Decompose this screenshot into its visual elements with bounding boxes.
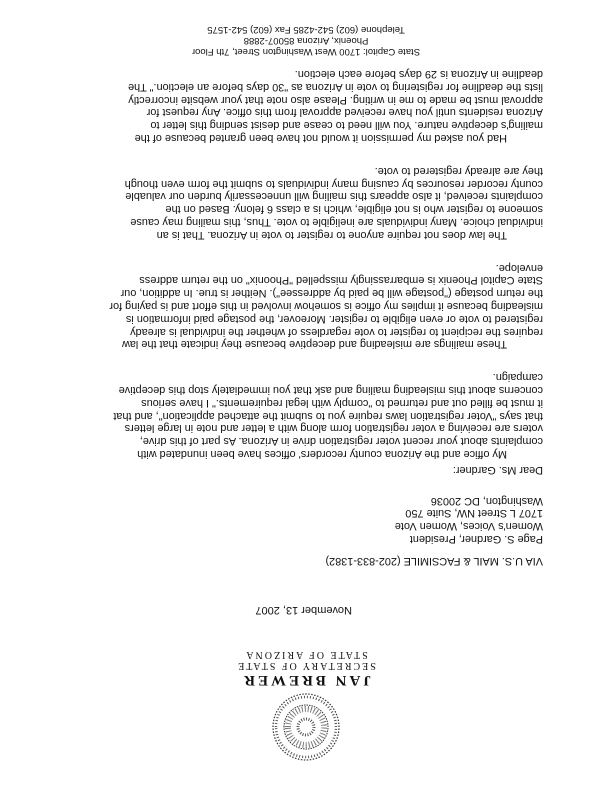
delivery-method: VIA U.S. MAIL & FACSIMILE (202-833-1382) (325, 555, 543, 567)
paragraph-line: county recorder resources by causing many individuals to submit the form even though (124, 177, 543, 190)
address-line: Page S. Gardner, President (409, 533, 543, 545)
address-line: Women's Voices, Women Vote (394, 520, 543, 533)
letter-body (83, 47, 543, 460)
paragraph-line: voters are receiving a voter registration form along with a letter and note in large letters (124, 422, 543, 435)
paragraph-line: complaints received, it also appears this mailing will unnecessarily burden our valuable (125, 190, 543, 203)
paragraph-line: concerns about this misleading mailing and ask that you immediately stop this deceptive (118, 384, 543, 397)
letter-date: November 13, 2007 (255, 604, 352, 616)
paragraph-line: the return postage ("postage will be paid by addressee"). Neither is true. In addition, our (120, 287, 543, 300)
paragraph-line: The law does not require anyone to register to vote in Arizona. That is an (156, 228, 507, 241)
paragraph-line: mailing's deceptive nature. You will need to cease and desist sending this letter to (150, 119, 543, 132)
paragraph-line: that says "Voter registration laws require you to submit the attached application", and that (113, 409, 543, 422)
paragraph-line: approval must be made to me in writing. Please also note that your website incorrectly (128, 93, 543, 106)
letterhead (0, 649, 612, 688)
paragraph-line: registered to vote or even eligible to register. Moreover, the postage paid information is (125, 312, 543, 325)
paragraph-line: individual choice. Many individuals are ineligible to vote. Thus, this mailing may cause (130, 216, 543, 229)
salutation: Dear Ms. Gardner: (452, 464, 543, 476)
paragraph-line: it must be filled out and returned to "comply with legal requirements." I have serious (141, 396, 543, 409)
paragraph-line: campaign. (492, 371, 543, 384)
paragraph-line: State Capitol Phoenix is embarrassingly misspelled "Phoonix" on the return address (139, 274, 543, 287)
paragraph-line: requires the recipient to register to vote regardless of whether the individual is already (130, 325, 543, 338)
letterhead-title: SECRETARY OF STATE (236, 660, 376, 671)
body-paragraph (83, 370, 543, 460)
footer-address (0, 24, 612, 57)
paragraph-line: misleading because it implies my office is somehow involved in this effort and is paying for (109, 300, 543, 313)
paragraph-line: Arizona residents until you have received approval from this office. Any request for (146, 106, 543, 119)
paragraph-line: My office and the Arizona county recorders' offices have been inundated with (137, 448, 507, 460)
paragraph-line: deadline in Arizona is 29 days before each election. (294, 68, 543, 81)
paragraph-line: they are already registered to vote. (374, 164, 543, 177)
body-paragraph (83, 67, 543, 144)
recipient-address (395, 494, 543, 545)
letterhead-state: STATE OF ARIZONA (244, 649, 368, 660)
footer-line: Phoenix, Arizona 85007-2888 (243, 35, 369, 46)
paragraph-line: lists the deadline for registering to vote in Arizona as "30 days before an election." The (128, 80, 543, 93)
address-line: Washington, DC 20036 (430, 494, 543, 507)
paragraph-line: complaints about your recent voter registration drive in Arizona. As part of this drive, (139, 435, 543, 448)
paragraph-line: envelope. (495, 261, 543, 274)
body-paragraph (83, 164, 543, 241)
letterhead-name: JAN BREWER (241, 672, 371, 688)
paragraph-line: These mailings are misleading and deceptive because they indicate that the law (121, 338, 507, 351)
state-seal-icon (271, 692, 341, 762)
footer-line: Telephone (602) 542-4285 Fax (602) 542-1575 (207, 24, 405, 35)
paragraph-line: Had you asked my permission it would not have been granted because of the (134, 132, 507, 145)
address-line: 1707 L Street NW, Suite 750 (405, 507, 543, 520)
footer-line: State Capitol: 1700 West Washington Street, 7th Floor (191, 46, 421, 57)
body-paragraph (83, 261, 543, 351)
paragraph-line: someone to register who is not eligible, which is a class 6 felony. Based on the (165, 203, 543, 216)
